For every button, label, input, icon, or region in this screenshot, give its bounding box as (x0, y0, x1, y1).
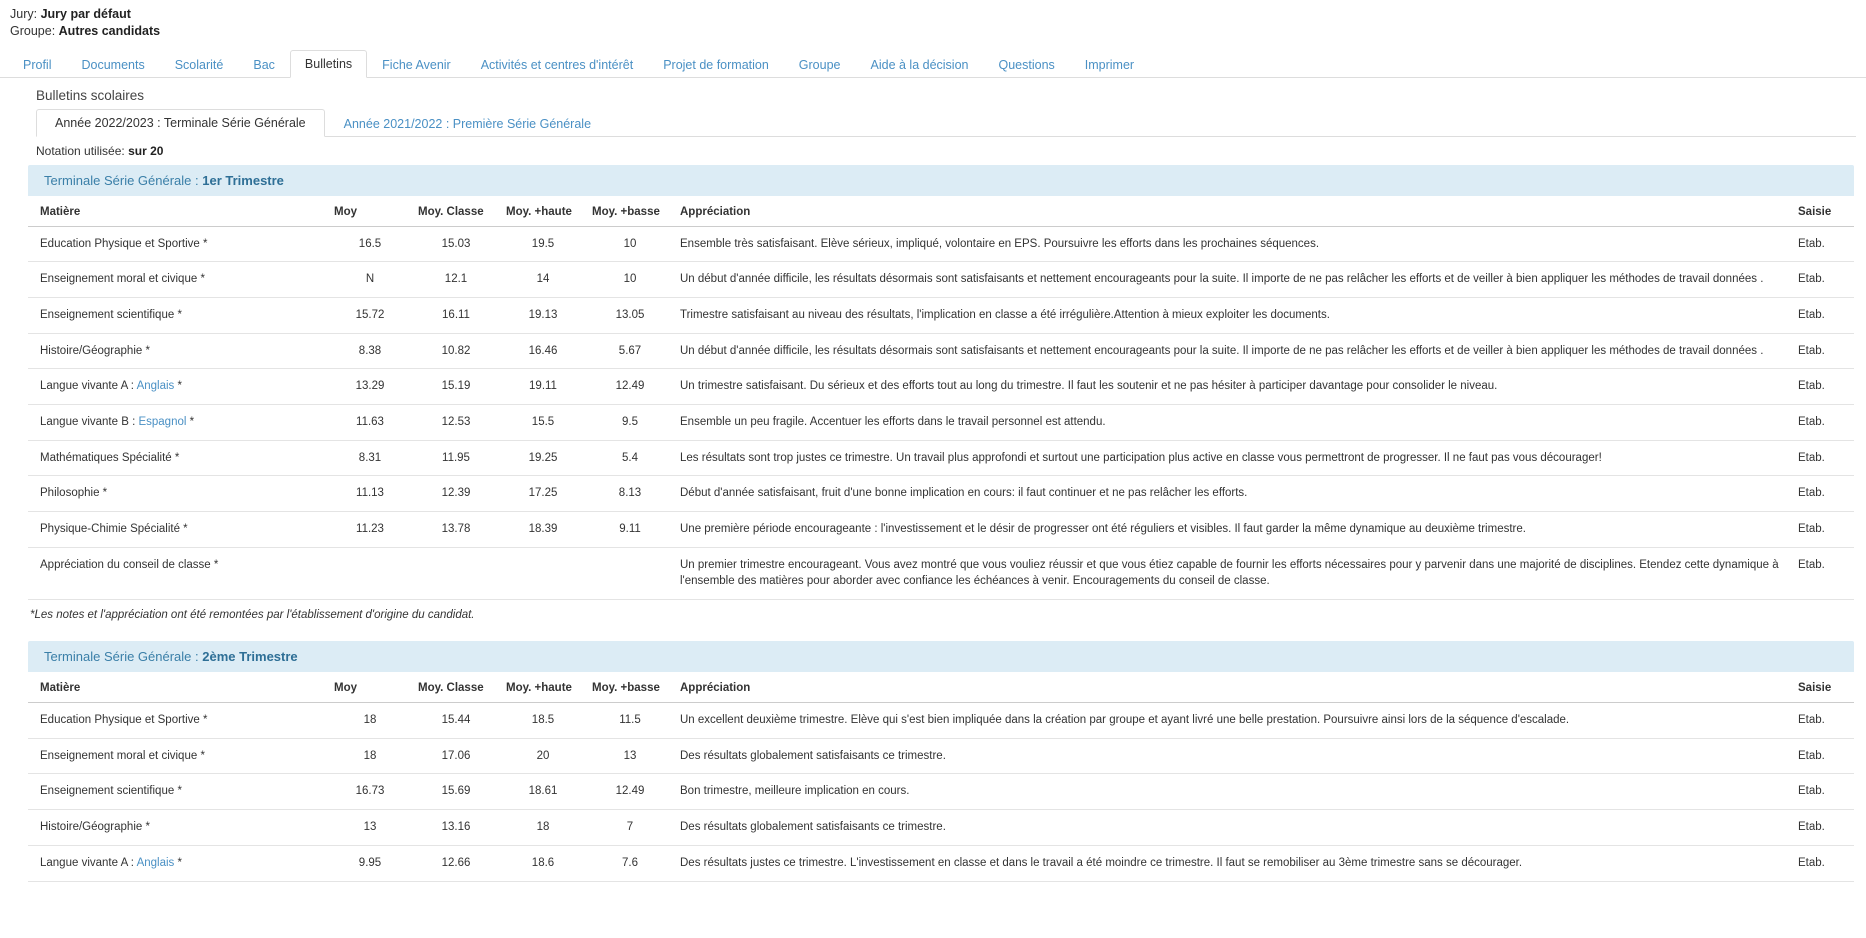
table-row (28, 262, 1854, 298)
cell-matiere: Philosophie * (28, 476, 328, 512)
cell-moy-basse (586, 547, 674, 599)
nav-tab-groupe[interactable]: Groupe (798, 57, 841, 72)
cell-saisie: Etab. (1792, 845, 1854, 881)
jury-group-info (0, 0, 1866, 42)
cell-moy-haute: 19.13 (500, 298, 586, 334)
column-header-saisie: Saisie (1792, 672, 1854, 703)
cell-moy: 18 (328, 738, 412, 774)
matiere-link[interactable]: Espagnol (138, 416, 187, 429)
column-header-moy: Moy (328, 196, 412, 227)
cell-matiere: Histoire/Géographie * (28, 333, 328, 369)
nav-tab-projet-de-formation[interactable]: Projet de formation (663, 57, 769, 72)
column-header-moy-basse: Moy. +basse (586, 672, 674, 703)
cell-appreciation: Un premier trimestre encourageant. Vous avez montré que vous vouliez réussir et que vous étiez capable de fournir les efforts nécessaires pour y parvenir dans une majorité de disciplines. Etendez cette dynamique à l'ensemble des matières pour aborder avec confiance les échéances à venir. Encouragements du conseil de classe. (674, 547, 1792, 599)
cell-moy-haute: 18.6 (500, 845, 586, 881)
cell-moy-basse: 8.13 (586, 476, 674, 512)
cell-moy: 11.23 (328, 512, 412, 548)
cell-moy-basse: 5.67 (586, 333, 674, 369)
cell-moy-basse: 11.5 (586, 703, 674, 739)
table-footnote: *Les notes et l'appréciation ont été remontées par l'établissement d'origine du candidat. (30, 609, 475, 622)
table-header-row (28, 672, 1854, 703)
bulletin-table (28, 196, 1854, 600)
table-row (28, 226, 1854, 262)
cell-matiere: Enseignement moral et civique * (28, 738, 328, 774)
cell-moy: 13.29 (328, 369, 412, 405)
cell-moy-basse: 7.6 (586, 845, 674, 881)
cell-appreciation: Un trimestre satisfaisant. Du sérieux et des efforts tout au long du trimestre. Il faut les soutenir et ne pas hésiter à participer davantage pour consolider le niveau. (674, 369, 1792, 405)
cell-matiere: Enseignement scientifique * (28, 774, 328, 810)
nav-tab-fiche-avenir[interactable]: Fiche Avenir (382, 57, 451, 72)
cell-moy-haute: 17.25 (500, 476, 586, 512)
cell-moy-classe: 12.66 (412, 845, 500, 881)
cell-appreciation: Trimestre satisfaisant au niveau des résultats, l'implication en classe a été irrégulière.Attention à mieux exploiter les documents. (674, 298, 1792, 334)
cell-moy-classe: 12.1 (412, 262, 500, 298)
cell-moy: 11.63 (328, 405, 412, 441)
table-row (28, 703, 1854, 739)
cell-appreciation: Des résultats globalement satisfaisants ce trimestre. (674, 738, 1792, 774)
column-header-appreciation: Appréciation (674, 672, 1792, 703)
matiere-suffix: * (186, 416, 195, 429)
cell-saisie: Etab. (1792, 226, 1854, 262)
cell-saisie: Etab. (1792, 738, 1854, 774)
cell-saisie: Etab. (1792, 810, 1854, 846)
groupe-label: Groupe: (10, 23, 56, 38)
cell-moy: 15.72 (328, 298, 412, 334)
cell-moy-classe: 12.39 (412, 476, 500, 512)
cell-moy-classe: 15.69 (412, 774, 500, 810)
column-header-moy-haute: Moy. +haute (500, 196, 586, 227)
cell-moy-haute: 14 (500, 262, 586, 298)
cell-moy: 16.73 (328, 774, 412, 810)
column-header-appreciation: Appréciation (674, 196, 1792, 227)
nav-tab-aide-la-d-cision[interactable]: Aide à la décision (870, 57, 969, 72)
cell-appreciation: Un début d'année difficile, les résultats désormais sont satisfaisants et nettement encourageants pour la suite. Il importe de ne pas relâcher les efforts et de veiller à bien appliquer les méthodes de travail données . (674, 333, 1792, 369)
table-row (28, 476, 1854, 512)
cell-matiere (28, 369, 328, 405)
page-title: Bulletins scolaires (36, 87, 145, 103)
cell-moy-basse: 13 (586, 738, 674, 774)
cell-saisie: Etab. (1792, 547, 1854, 599)
cell-moy: 16.5 (328, 226, 412, 262)
cell-matiere: Education Physique et Sportive * (28, 703, 328, 739)
cell-moy-haute: 19.25 (500, 440, 586, 476)
cell-moy: 13 (328, 810, 412, 846)
notation-label: Notation utilisée: (36, 143, 125, 158)
matiere-prefix: Langue vivante A : (40, 856, 137, 869)
cell-moy-classe: 13.16 (412, 810, 500, 846)
cell-moy: 11.13 (328, 476, 412, 512)
cell-moy-basse: 10 (586, 262, 674, 298)
trimestre-class-label: Terminale Série Générale (44, 172, 192, 188)
trimestre-name: 1er Trimestre (202, 172, 284, 188)
year-tab-1[interactable]: Année 2022/2023 : Terminale Série Générale (36, 109, 325, 137)
trimestres-container (0, 165, 1866, 882)
cell-matiere: Enseignement moral et civique * (28, 262, 328, 298)
trimestre-class-label: Terminale Série Générale (44, 649, 192, 665)
column-header-moy-basse: Moy. +basse (586, 196, 674, 227)
cell-moy-haute: 18.61 (500, 774, 586, 810)
nav-tab-questions[interactable]: Questions (998, 57, 1055, 72)
cell-moy-haute: 16.46 (500, 333, 586, 369)
cell-moy-classe: 11.95 (412, 440, 500, 476)
nav-tab-bulletins[interactable]: Bulletins (290, 50, 367, 78)
nav-tab-bac[interactable]: Bac (253, 57, 275, 72)
trimestre-name: 2ème Trimestre (202, 649, 298, 665)
cell-moy: 8.31 (328, 440, 412, 476)
cell-moy: N (328, 262, 412, 298)
cell-saisie: Etab. (1792, 512, 1854, 548)
cell-moy-haute: 18 (500, 810, 586, 846)
cell-matiere: Appréciation du conseil de classe * (28, 547, 328, 599)
matiere-suffix: * (174, 856, 182, 869)
cell-appreciation: Une première période encourageante : l'investissement et le désir de progresser ont été réguliers et visibles. Il faut garder la même dynamique au deuxième trimestre. (674, 512, 1792, 548)
column-header-moy: Moy (328, 672, 412, 703)
trimestre-separator: : (191, 649, 203, 665)
cell-matiere: Education Physique et Sportive * (28, 226, 328, 262)
groupe-row (10, 23, 1856, 40)
nav-tab-profil[interactable]: Profil (23, 57, 52, 72)
jury-label: Jury: (10, 7, 38, 21)
table-row (28, 369, 1854, 405)
cell-matiere: Histoire/Géographie * (28, 810, 328, 846)
jury-value: Jury par défaut (40, 7, 131, 21)
cell-moy-haute: 20 (500, 738, 586, 774)
cell-moy-basse: 13.05 (586, 298, 674, 334)
cell-moy-basse: 9.11 (586, 512, 674, 548)
cell-moy (328, 547, 412, 599)
cell-moy-haute: 15.5 (500, 405, 586, 441)
cell-saisie: Etab. (1792, 369, 1854, 405)
column-header-moy-classe: Moy. Classe (412, 196, 500, 227)
matiere-suffix: * (174, 380, 182, 393)
cell-saisie: Etab. (1792, 405, 1854, 441)
notation-value: sur 20 (128, 143, 164, 158)
cell-moy-basse: 7 (586, 810, 674, 846)
cell-moy-haute: 18.5 (500, 703, 586, 739)
trimestre-block (28, 641, 1854, 881)
cell-moy-classe: 13.78 (412, 512, 500, 548)
cell-matiere (28, 405, 328, 441)
cell-moy-classe: 10.82 (412, 333, 500, 369)
year-tabs (36, 109, 1856, 137)
nav-tab-activit-s-et-centres-d-int-r-t[interactable]: Activités et centres d'intérêt (480, 57, 634, 72)
cell-appreciation: Ensemble très satisfaisant. Elève sérieux, impliqué, volontaire en EPS. Poursuivre les efforts dans les prochaines séquences. (674, 226, 1792, 262)
cell-moy-basse: 12.49 (586, 774, 674, 810)
cell-moy-basse: 9.5 (586, 405, 674, 441)
cell-matiere: Mathématiques Spécialité * (28, 440, 328, 476)
cell-moy-classe: 15.19 (412, 369, 500, 405)
cell-saisie: Etab. (1792, 440, 1854, 476)
cell-saisie: Etab. (1792, 262, 1854, 298)
cell-appreciation: Un début d'année difficile, les résultats désormais sont satisfaisants et nettement encourageants pour la suite. Il importe de ne pas relâcher les efforts et de veiller à bien appliquer les méthodes de travail données . (674, 262, 1792, 298)
cell-moy-basse: 12.49 (586, 369, 674, 405)
cell-moy-basse: 5.4 (586, 440, 674, 476)
column-header-moy-haute: Moy. +haute (500, 672, 586, 703)
cell-moy-classe (412, 547, 500, 599)
trimestre-header (28, 641, 1854, 672)
column-header-matiere: Matière (28, 196, 328, 227)
cell-saisie: Etab. (1792, 703, 1854, 739)
cell-moy-haute: 19.5 (500, 226, 586, 262)
cell-moy-haute: 18.39 (500, 512, 586, 548)
main-nav-tabs (0, 48, 1866, 78)
column-header-matiere: Matière (28, 672, 328, 703)
cell-matiere: Physique-Chimie Spécialité * (28, 512, 328, 548)
cell-moy: 9.95 (328, 845, 412, 881)
cell-saisie: Etab. (1792, 774, 1854, 810)
cell-appreciation: Des résultats justes ce trimestre. L'investissement en classe et dans le travail a été moindre ce trimestre. Il faut se remobiliser au 3ème trimestre sans se décourager. (674, 845, 1792, 881)
cell-saisie: Etab. (1792, 333, 1854, 369)
nav-tab-imprimer[interactable]: Imprimer (1084, 57, 1135, 72)
trimestre-header (28, 165, 1854, 196)
cell-appreciation: Les résultats sont trop justes ce trimestre. Un travail plus approfondi et surtout une participation plus active en classe vous permettront de progresser. Il ne faut pas vous décourager! (674, 440, 1792, 476)
cell-moy-classe: 17.06 (412, 738, 500, 774)
cell-appreciation: Bon trimestre, meilleure implication en cours. (674, 774, 1792, 810)
cell-appreciation: Ensemble un peu fragile. Accentuer les efforts dans le travail personnel est attendu. (674, 405, 1792, 441)
cell-appreciation: Un excellent deuxième trimestre. Elève qui s'est bien impliquée dans la création par groupe et ayant livré une belle prestation. Poursuivre ainsi lors de la séquence d'escalade. (674, 703, 1792, 739)
nav-tab-scolarit[interactable]: Scolarité (174, 57, 224, 72)
cell-appreciation: Des résultats globalement satisfaisants ce trimestre. (674, 810, 1792, 846)
table-row (28, 333, 1854, 369)
cell-appreciation: Début d'année satisfaisant, fruit d'une bonne implication en cours: il faut continuer et ne pas relâcher les efforts. (674, 476, 1792, 512)
table-row (28, 738, 1854, 774)
cell-moy-classe: 15.44 (412, 703, 500, 739)
matiere-prefix: Langue vivante B : (40, 416, 139, 429)
cell-saisie: Etab. (1792, 298, 1854, 334)
cell-matiere (28, 845, 328, 881)
cell-moy-classe: 12.53 (412, 405, 500, 441)
cell-moy-classe: 16.11 (412, 298, 500, 334)
notation-line (0, 137, 1866, 165)
matiere-link[interactable]: Anglais (136, 380, 175, 393)
matiere-link[interactable]: Anglais (136, 856, 175, 869)
year-tab-2[interactable]: Année 2021/2022 : Première Série Générale (343, 116, 592, 131)
column-header-saisie: Saisie (1792, 196, 1854, 227)
cell-moy: 8.38 (328, 333, 412, 369)
table-row (28, 440, 1854, 476)
cell-saisie: Etab. (1792, 476, 1854, 512)
jury-row (10, 6, 1856, 23)
cell-matiere: Enseignement scientifique * (28, 298, 328, 334)
cell-moy: 18 (328, 703, 412, 739)
cell-moy-basse: 10 (586, 226, 674, 262)
table-row (28, 810, 1854, 846)
column-header-moy-classe: Moy. Classe (412, 672, 500, 703)
matiere-prefix: Langue vivante A : (40, 380, 137, 393)
table-row (28, 298, 1854, 334)
nav-tab-documents[interactable]: Documents (81, 57, 145, 72)
table-row (28, 774, 1854, 810)
cell-moy-classe: 15.03 (412, 226, 500, 262)
table-row (28, 405, 1854, 441)
trimestre-separator: : (191, 172, 203, 188)
bulletin-table (28, 672, 1854, 881)
table-row (28, 547, 1854, 599)
trimestre-block (28, 165, 1854, 621)
groupe-value: Autres candidats (58, 23, 161, 38)
table-row (28, 512, 1854, 548)
table-header-row (28, 196, 1854, 227)
cell-moy-haute (500, 547, 586, 599)
table-row (28, 845, 1854, 881)
cell-moy-haute: 19.11 (500, 369, 586, 405)
